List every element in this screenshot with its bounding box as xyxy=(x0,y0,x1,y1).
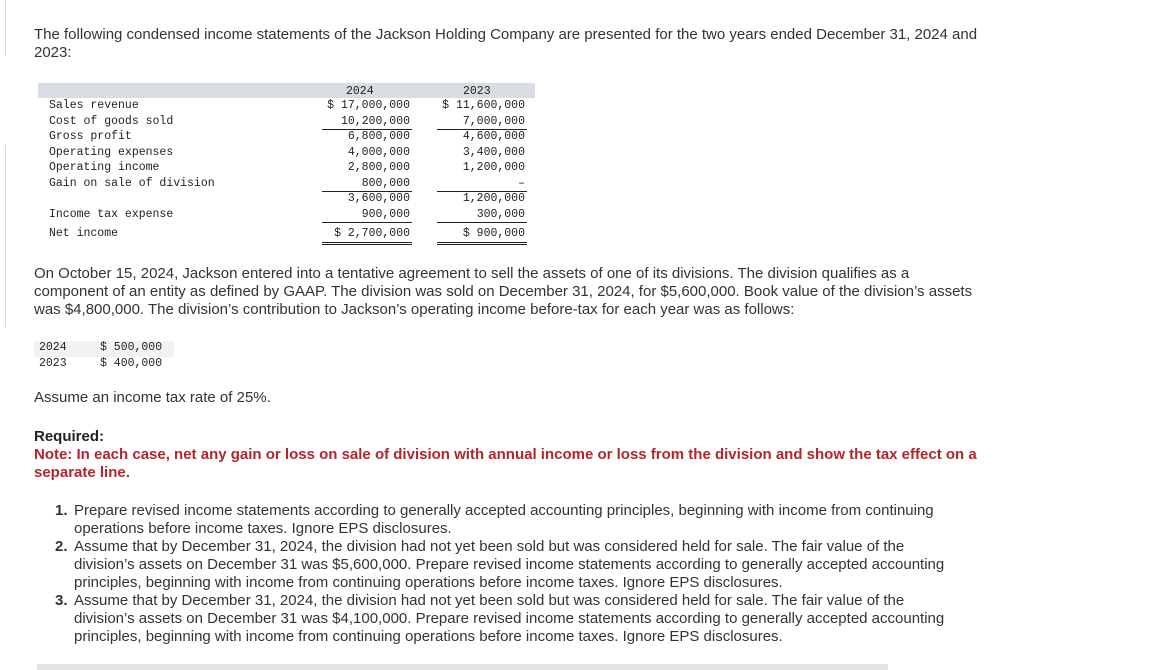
table-row: 2023 $ 400,000 xyxy=(34,357,174,373)
table-header-row xyxy=(38,83,535,98)
division-contribution-table xyxy=(34,341,174,372)
table-row: 2024 $ 500,000 xyxy=(34,341,174,357)
total-double-underline xyxy=(437,242,527,243)
total-double-underline xyxy=(437,244,527,245)
table-row: Operating income 2,800,000 1,200,000 xyxy=(49,161,525,174)
table-row: Income tax expense 900,000 300,000 xyxy=(49,207,525,221)
intro-text: The following condensed income statements of the Jackson Holding Company are presented for the two years ended December 31, 2024 and 2023: xyxy=(34,26,978,61)
subtotal-underline xyxy=(437,191,527,192)
header-2024: 2024 xyxy=(346,85,374,98)
list-item: 2. Assume that by December 31, 2024, the division had not yet been sold but was considered held for sale. The fair value of the division’s assets on December 31 was $5,600,000. Prepare revised income statements according to generally accepted accounting principles, beginning with income from continuing operations before income taxes. Ignore EPS disclosures. xyxy=(55,538,945,591)
division-sale-text: On October 15, 2024, Jackson entered into a tentative agreement to sell the assets of one of its divisions. The division qualifies as a component of an entity as defined by GAAP. The division was sold on December 31, 2024, for $5,600,000. Book value of the division’s assets was $4,800,000. The division’s contribution to Jackson’s operating income before-tax for each year was as follows: xyxy=(34,265,973,318)
table-row: Net income $ 2,700,000 $ 900,000 xyxy=(49,227,525,240)
subtotal-underline xyxy=(322,191,412,192)
header-2023: 2023 xyxy=(463,85,491,98)
left-edge-divider xyxy=(0,145,6,327)
tax-rate-text: Assume an income tax rate of 25%. xyxy=(34,389,271,406)
subtotal-underline xyxy=(437,129,527,130)
required-title: Required: xyxy=(34,428,105,445)
list-item: 3. Assume that by December 31, 2024, the division had not yet been sold but was considered held for sale. The fair value of the division’s assets on December 31 was $4,100,000. Prepare revised income statements according to generally accepted accounting principles, beginning with income from continuing operations before income taxes. Ignore EPS disclosures. xyxy=(55,592,945,645)
total-double-underline xyxy=(322,242,412,243)
required-note: Note: In each case, net any gain or loss on sale of division with annual income or loss from the division and show the tax effect on a separate line. xyxy=(34,446,977,481)
horizontal-scrollbar[interactable] xyxy=(37,664,888,670)
table-row: Operating expenses 4,000,000 3,400,000 xyxy=(49,145,525,159)
table-row: Sales revenue $ 17,000,000 $ 11,600,000 xyxy=(49,99,525,112)
table-row: Cost of goods sold 10,200,000 7,000,000 xyxy=(49,114,525,128)
subtotal-underline xyxy=(322,222,412,223)
requirements-list xyxy=(55,502,955,646)
table-row: Gain on sale of division 800,000 – xyxy=(49,176,525,190)
left-edge-divider xyxy=(0,0,6,56)
subtotal-underline xyxy=(322,129,412,130)
table-row: Gross profit 6,800,000 4,600,000 xyxy=(49,130,525,143)
list-item: 1. Prepare revised income statements according to generally accepted accounting principles, beginning with income from continuing operations before income taxes. Ignore EPS disclosures. xyxy=(55,502,934,537)
total-double-underline xyxy=(322,244,412,245)
required-section xyxy=(34,428,984,482)
table-row: 3,600,000 1,200,000 xyxy=(347,192,525,205)
subtotal-underline xyxy=(437,222,527,223)
